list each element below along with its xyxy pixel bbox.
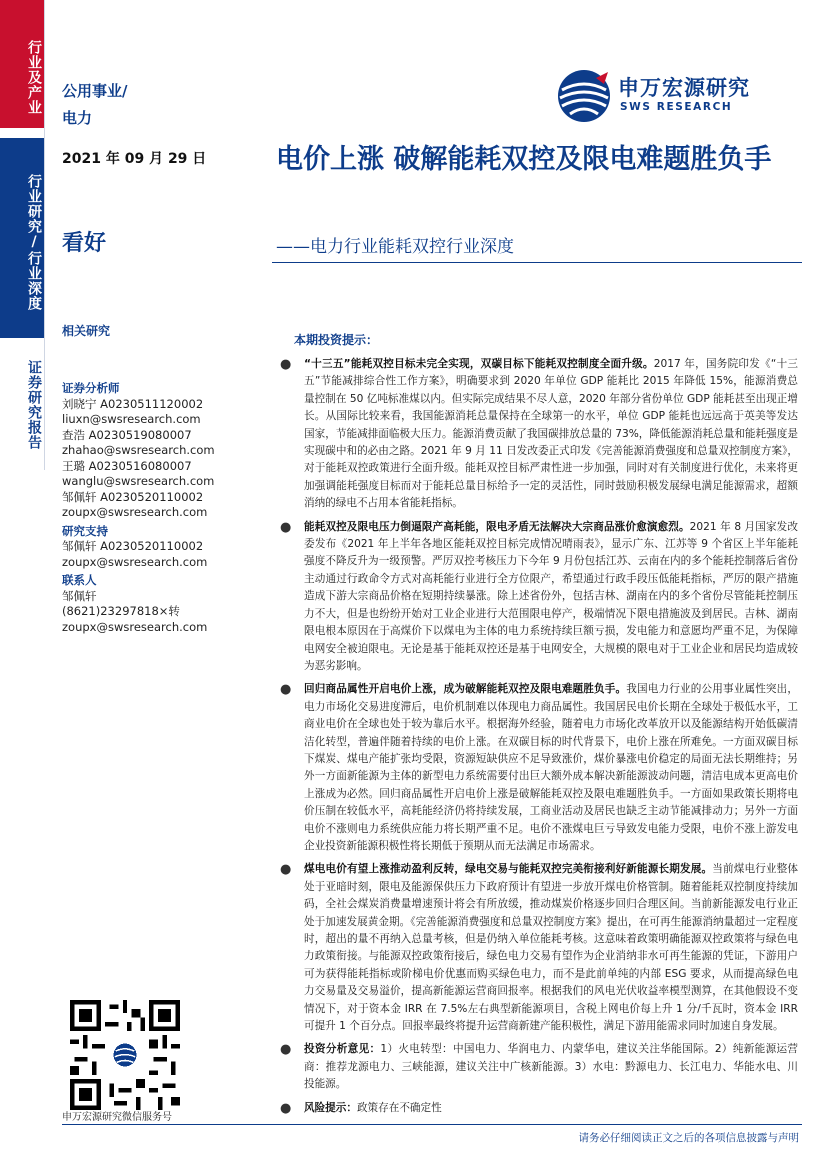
logo-english-name: SWS RESEARCH bbox=[620, 101, 733, 113]
analyst-line: 王璐 A0230516080007 bbox=[62, 458, 192, 473]
industry-label bbox=[62, 78, 272, 132]
title-divider bbox=[272, 262, 802, 263]
bullet-dot-icon: ● bbox=[280, 862, 292, 878]
bullet-lead: 煤电电价有望上涨推动盈利反转，绿电交易与能耗双控完美衔接利好新能源长期发展。 bbox=[304, 863, 713, 876]
analyst-header: 证券分析师 bbox=[62, 381, 120, 395]
contacts-block bbox=[62, 378, 272, 635]
bullet-dot-icon: ● bbox=[280, 357, 292, 372]
analyst-line: zhahao@swsresearch.com bbox=[62, 443, 215, 457]
sidebar-block-report-type bbox=[0, 138, 44, 338]
bullet-lead: 回归商品属性开启电价上涨，成为破解能耗双控及限电难题胜负手。 bbox=[304, 683, 627, 696]
bullet-item bbox=[278, 519, 798, 676]
sidebar-block-securities bbox=[0, 348, 44, 468]
industry-line-1: 公用事业/ bbox=[62, 82, 128, 100]
sidebar-block-industry bbox=[0, 0, 44, 128]
industry-line-2: 电力 bbox=[62, 109, 93, 127]
bullet-lead: “十三五”能耗双控目标未完全实现，双碳目标下能耗双控制度全面升级。 bbox=[304, 358, 654, 370]
bullet-item bbox=[278, 1100, 798, 1117]
report-subtitle: ——电力行业能耗双控行业深度 bbox=[276, 237, 514, 257]
sidebar-text-industry: 行业及产业 bbox=[26, 40, 42, 115]
bullet-item bbox=[278, 861, 798, 1035]
bullet-item bbox=[278, 681, 798, 855]
report-title: 电价上涨 破解能耗双控及限电难题胜负手 bbox=[276, 144, 772, 175]
analyst-line: 刘晓宁 A0230511120002 bbox=[62, 396, 204, 411]
bullet-dot-icon: ● bbox=[280, 519, 292, 535]
analyst-line: zoupx@swsresearch.com bbox=[62, 505, 208, 519]
bullet-text: 2017 年，国务院印发《“十三五”节能减排综合性工作方案》，明确要求到 2020 年单位 GDP 能耗比 2015 年降低 15%，能源消费总量控制在 50 亿吨标准煤以内。但实际完成结果不尽人意，2020 年部分省份单位 GDP 能耗甚至出现正增长。从国际比较来看，我国能源消耗总量保持在全球第一的水平，单位 GDP 能耗也远远高于英美等发达国家，节能减排面临极大压力。能源消费贡献了我国碳排放总量的 73%，降低能源消耗总量和能耗强度是实现碳中和的必由之路。2021 年 9 月 11 日发改委正式印发《完善能源消费强度和总量双控制度方案》，对于能耗双控政策进行全面升级。能耗双控目标严肃性进一步加强，同时对有关制度进行优化，未来将更加强调能耗强度目标而对于能耗总量目标给予一定的灵活性，同时鼓励积极发展绿电满足能源需求，超额消纳的绿电不占用本省能耗指标。 bbox=[304, 358, 798, 510]
analyst-line: wanglu@swsresearch.com bbox=[62, 474, 215, 488]
bullet-text: 当前煤电行业整体处于亚暗时刻，限电及能源保供压力下政府预计有望进一步放开煤电价格管制。随着能耗双控制度持续加码，全社会煤炭消费量增速预计将会有所放缓，推动煤炭价格逐步回归合理区间。当前新能源发电行业正处于加速发展黄金期。《完善能源消费强度和总量双控制度方案》提出，在可再生能源消纳量超过一定程度时，超出的量不再纳入总量考核，但是仍纳入单位能耗考核。这意味着政策明确能源双控政策将与绿色电力政策衔接。与能源双控政策衔接后，绿色电力交易有望作为企业消纳非水可再生能源的凭证，下游用户可为获得能耗指标或阶梯电价优惠而购买绿色电力，而不是此前单纯的内部 ESG 要求，从而提高绿色电力交易量及交易溢价，提高新能源运营商回报率。根据我们的风电光伏收益率模型测算，在其他假设不变情况下，对于资本金 IRR 在 7.5%左右典型新能源项目，含税上网电价每上升 1 分/千瓦时，资本金 IRR 可提升 1 个百分点。回报率最终将提升运营商新建产能积极性，满足下游用能需求同时加速自身发展。 bbox=[304, 863, 799, 1033]
contact-line: 邹佩轩 bbox=[62, 588, 97, 603]
rating: 看好 bbox=[62, 231, 107, 256]
bullet-text: 我国电力行业的公用事业属性突出，电力市场化交易进度滞后，电价机制难以体现电力商品属性。我国居民电价长期在全球处于极低水平，工商业电价在全球也处于较为靠后水平。根据海外经验，随着电力市场化改革放开以及能源结构开始低碳清洁化转型，普遍伴随着持续的电价上涨。在双碳目标的时代背景下，电价上涨在所难免。一方面双碳目标下煤炭、煤电产能扩张均受限，资源短缺供应不足导致涨价，煤价暴涨电价稳定的局面无法长期维持；另外一方面新能源为主体的新型电力系统需要付出巨大额外成本解决新能源波动问题，清洁电成本更高电价上涨成为必然。回归商品属性开启电价上涨是破解能耗双控及限电难题胜负手。一方面如果政策长期将电价压制在较低水平，高耗能经济仍将持续发展，工商业活动及居民也缺乏主动节能减排动力；另外一方面电价不涨则电力系统供应能力将长期严重不足。电价不涨煤电巨亏导致发电能力受限，电价不涨上游发电企业投资新能源积极性将长期低于预期从而无法满足市场需求。 bbox=[304, 683, 799, 852]
support-header: 研究支持 bbox=[62, 523, 108, 538]
contact-line: (8621)23297818×转 bbox=[62, 604, 180, 618]
footer-disclaimer: 请务必仔细阅读正文之后的各项信息披露与声明 bbox=[578, 1132, 799, 1144]
analyst-line: 查浩 A0230519080007 bbox=[62, 427, 192, 442]
support-line: 邹佩轩 A0230520110002 bbox=[62, 539, 204, 553]
globe-logo-icon bbox=[556, 68, 612, 124]
bullet-text: 2021 年 8 月国家发改委发布《2021 年上半年各地区能耗双控目标完成情况晴雨表》，显示广东、江苏等 9 个省区上半年能耗强度不降反升为一级预警。严厉双控考核压力下今年 9 月份包括江苏、云南在内的多个能耗控制落后省份主动通过行政命令方式对高耗能行业进行全方位限产，希望通过行政手段压低能耗指标，严厉的限产措施造成下游大宗商品价格在短期持续暴涨。除上述省份外，包括吉林、湖南在内的多个省份尽管能耗控制压力不大，但是也纷纷开始对工业企业进行大范围限电停产，极端情况下限电措施波及到居民。吉林、湖南限电根本原因在于高煤价下以煤电为主体的电力系统持续巨额亏损，发电能力和意愿均严重不足，为保障电网安全被迫限电。无论是基于能耗双控还是基于电网安全，大规模的限电对于工业企业和居民均造成较为恶劣影响。 bbox=[304, 520, 798, 672]
analyst-line: liuxn@swsresearch.com bbox=[62, 412, 201, 426]
sws-logo bbox=[556, 68, 796, 128]
bullet-lead: 风险提示： bbox=[304, 1101, 357, 1114]
sidebar-text-report-type: 行业研究/行业深度 bbox=[26, 174, 42, 311]
contact-line: zoupx@swsresearch.com bbox=[62, 619, 208, 634]
logo-chinese-name: 申万宏源研究 bbox=[618, 76, 750, 100]
bullet-lead: 投资分析意见： bbox=[304, 1043, 381, 1056]
bullet-dot-icon: ● bbox=[280, 1042, 292, 1058]
sidebar-text-securities: 证券研究报告 bbox=[26, 360, 42, 450]
footer-divider bbox=[62, 1124, 802, 1125]
sidebar-divider bbox=[44, 0, 45, 470]
bullet-dot-icon: ● bbox=[280, 682, 292, 698]
bullet-item bbox=[278, 1041, 798, 1093]
support-line: zoupx@swsresearch.com bbox=[62, 554, 208, 569]
summary-title: 本期投资提示： bbox=[294, 333, 379, 347]
contact-header: 联系人 bbox=[62, 573, 97, 587]
qr-caption: 申万宏源研究微信服务号 bbox=[62, 1112, 172, 1123]
analyst-line: 邹佩轩 A0230520110002 bbox=[62, 489, 204, 504]
bullet-text: 1）火电转型：中国电力、华润电力、内蒙华电，建议关注华能国际。2）纯新能源运营商：推荐龙源电力、三峡能源，建议关注中广核新能源。3）水电：黔源电力、长江电力、华能水电、川投能源。 bbox=[304, 1043, 799, 1091]
bullet-lead: 能耗双控及限电压力倒逼限产高耗能，限电矛盾无法解决大宗商品涨价愈演愈烈。 bbox=[304, 520, 690, 533]
bullet-dot-icon: ● bbox=[280, 1100, 292, 1116]
bullet-text: 政策存在不确定性 bbox=[356, 1101, 442, 1114]
summary-bullets bbox=[278, 356, 798, 1123]
related-research-label: 相关研究 bbox=[62, 324, 111, 338]
report-date: 2021 年 09 月 29 日 bbox=[62, 151, 207, 167]
bullet-item bbox=[278, 356, 798, 513]
qr-code-icon[interactable] bbox=[70, 1000, 180, 1110]
